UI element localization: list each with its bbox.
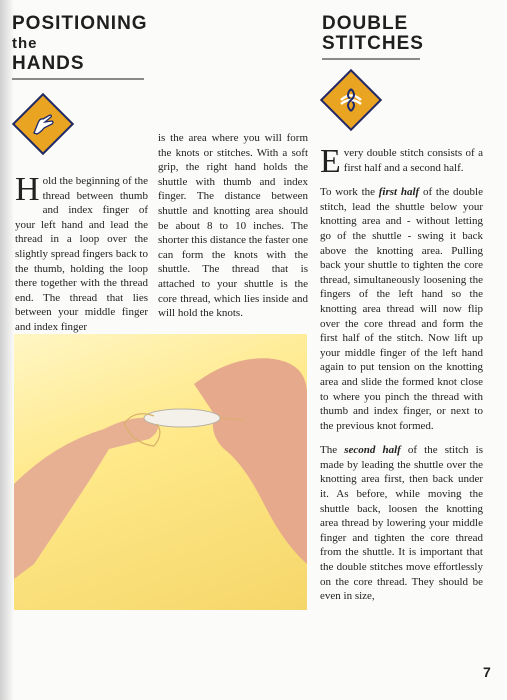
heading-rule <box>12 78 144 80</box>
first-half-paragraph <box>320 185 483 433</box>
heading-line-2: the <box>12 35 38 52</box>
text-segment: To work the <box>320 186 379 199</box>
double-stitches-heading <box>322 14 424 54</box>
heading-line-1: POSITIONING <box>12 13 148 34</box>
positioning-heading <box>12 14 148 74</box>
middle-column-body: is the area where you will form the knots or stitches. With a soft grip, the right hand holds the shuttle with thumb and index finger. The distance between shuttle and knotting area should be about 8 to 10 inches. The shorter this distance the faster one can form the knots with the shuttle. The thread that is attached to your shuttle is the core thread, which lies inside and will hold the knots. <box>158 132 308 320</box>
binding-shadow <box>0 0 14 700</box>
text-segment: of the double stitch, lead the shuttle below your knotting area and - without letting go of the shuttle - swing it back above the knotting area. Pulling back your shuttle to tighten the core thread, simultaneously loosening the fingers of the left hand so the knotting area thread will now flip over the core thread and form the first half of the stitch. Now lift up your middle finger of the left hand again to put tension on the knotting area and slide the formed knot close to where you pinch the thread with thumb and index finger, or next to the previous knot formed. <box>320 186 483 432</box>
drop-cap-e: E <box>320 143 341 180</box>
heading-rule <box>322 58 420 60</box>
right-column-text <box>320 143 483 614</box>
heading-line-3: HANDS <box>12 53 85 74</box>
second-half-emphasis: second half <box>344 444 401 457</box>
intro-paragraph: very double stitch consists of a first half and a second half. <box>343 147 483 174</box>
double-stitch-knot-icon <box>320 69 382 131</box>
text-segment: of the stitch is made by leading the shuttle over the knotting area first, then back under it. As before, while moving the shuttle back, loosen the knotting area thread by lowering your middle finger and tighten the core thread from the shuttle. It is important that the double stitches move effortlessly on the core thread. They should be even in size, <box>320 444 483 603</box>
left-column-text <box>15 171 148 345</box>
page-number: 7 <box>483 664 491 680</box>
heading-line-1: DOUBLE <box>322 13 409 34</box>
second-half-paragraph <box>320 443 483 604</box>
hand-pose-icon <box>12 93 74 155</box>
heading-line-2: STITCHES <box>322 33 424 54</box>
drop-cap-h: H <box>15 171 40 208</box>
hands-holding-shuttle-photo <box>14 334 307 610</box>
first-half-emphasis: first half <box>378 186 420 199</box>
left-column-body: old the beginning of the thread between thumb and index finger of your left hand and lead the thread in a loop over the slightly spread fingers back to the thumb, holding the loop there together with the thread end. The thread that lies between your middle finger and index finger <box>15 175 148 333</box>
text-segment: The <box>320 444 345 457</box>
middle-column-text <box>158 131 308 331</box>
